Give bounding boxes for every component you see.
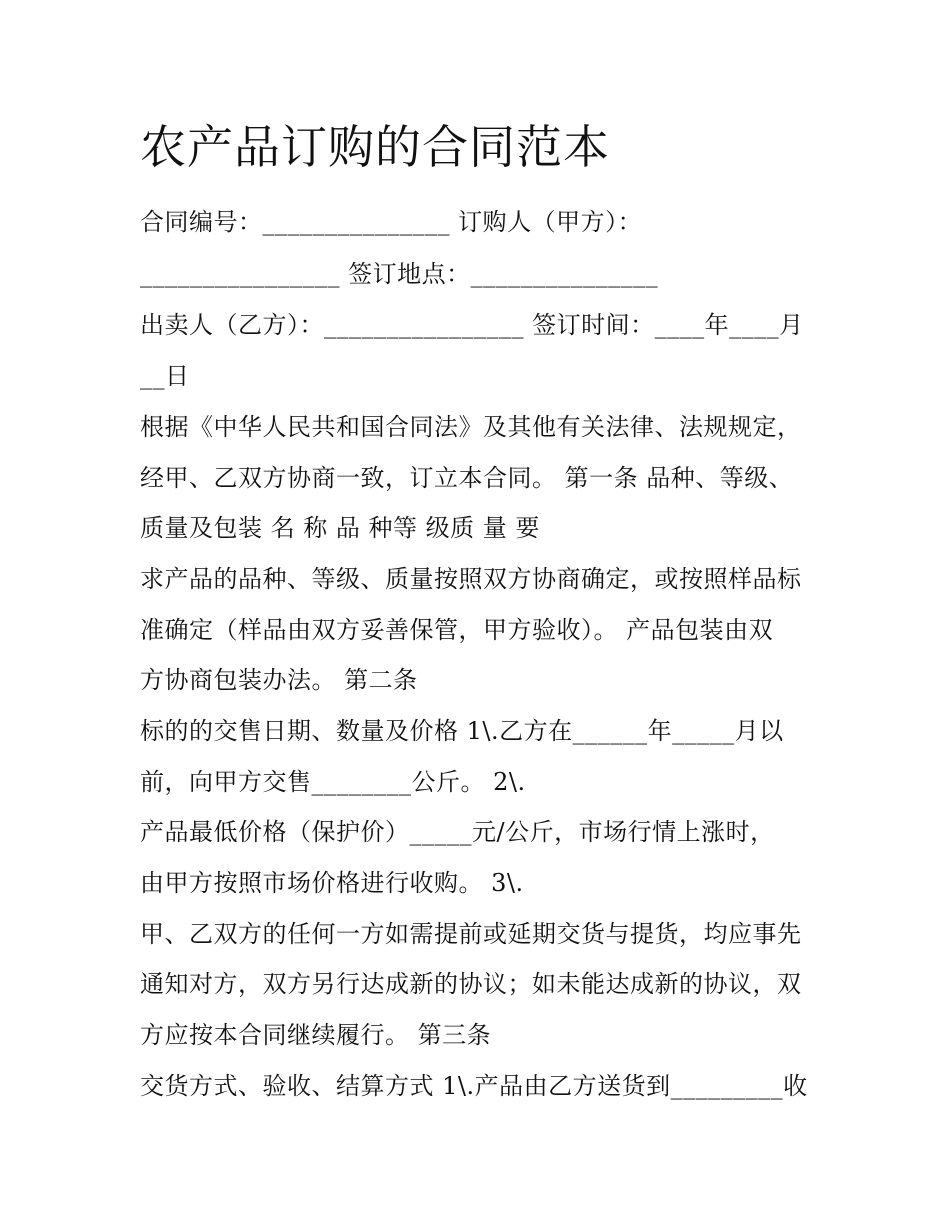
- text-line-market-price: 由甲方按照市场价格进行收购。 3\.: [140, 869, 524, 897]
- document-title: 农产品订购的合同范本: [140, 120, 610, 174]
- text-line-signing-place: ________________ 签订地点：_______________: [140, 260, 659, 288]
- text-line-quality-requirement: 求产品的品种、等级、质量按照双方协商确定，或按照样品标: [140, 565, 802, 593]
- text-line-delivery-method: 交货方式、验收、结算方式 1\.产品由乙方送货到_________收: [140, 1072, 808, 1100]
- text-line-seller-and-date: 出卖人（乙方）：________________ 签订时间：____年____月: [140, 311, 804, 339]
- text-line-delivery-quantity: 前，向甲方交售________公斤。 2\.: [140, 768, 526, 796]
- text-line-article-two: 方协商包装办法。 第二条: [140, 666, 418, 694]
- text-line-quality-table-header: 质量及包装 名 称 品 种等 级质 量 要: [140, 514, 540, 542]
- text-line-new-agreement: 通知对方，双方另行达成新的协议；如未能达成新的协议，双: [140, 970, 802, 998]
- text-line-article-one: 经甲、乙双方协商一致，订立本合同。 第一条 品种、等级、: [140, 464, 794, 492]
- text-line-article-three: 方应按本合同继续履行。 第三条: [140, 1021, 492, 1049]
- text-line-day: __日: [140, 362, 190, 390]
- text-line-early-or-late-delivery: 甲、乙双方的任何一方如需提前或延期交货与提货，均应事先: [140, 920, 802, 948]
- text-line-delivery-date: 标的的交售日期、数量及价格 1\.乙方在______年_____月以: [140, 717, 784, 745]
- text-line-legal-basis: 根据《中华人民共和国合同法》及其他有关法律、法规规定，: [140, 413, 802, 441]
- text-line-sample-standard: 准确定（样品由双方妥善保管，甲方验收）。 产品包装由双: [140, 616, 774, 644]
- text-line-contract-number: 合同编号：_______________ 订购人（甲方）：: [140, 208, 643, 236]
- text-line-minimum-price: 产品最低价格（保护价）_____元/公斤，市场行情上涨时，: [140, 818, 775, 846]
